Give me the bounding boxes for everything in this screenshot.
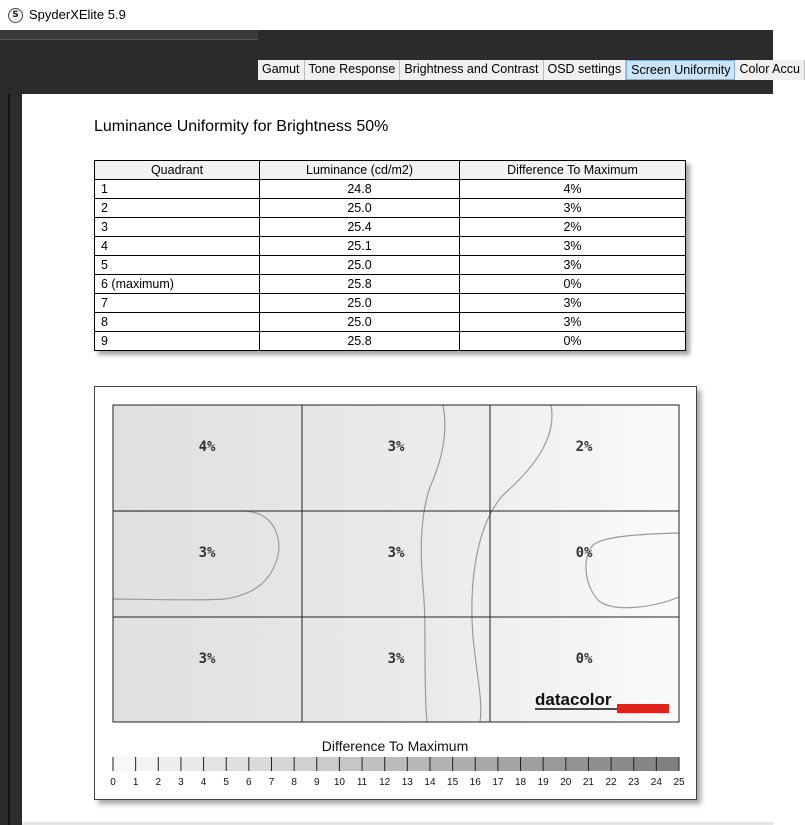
legend-swatch — [362, 757, 385, 771]
difference-cell: 3% — [460, 237, 686, 256]
difference-cell: 3% — [460, 294, 686, 313]
legend-tick-label: 7 — [268, 777, 275, 788]
table-row — [95, 199, 686, 218]
legend-scale — [110, 757, 685, 788]
legend-tick-label: 17 — [492, 777, 504, 788]
uniformity-chart-panel — [94, 386, 697, 800]
legend-tick-label: 22 — [605, 777, 617, 788]
legend-tick-label: 11 — [356, 777, 368, 788]
uniformity-heatmap — [95, 387, 698, 801]
difference-cell: 3% — [460, 199, 686, 218]
quadrant-cell: 3 — [95, 218, 260, 237]
quadrant-cell: 5 — [95, 256, 260, 275]
legend-swatch — [611, 757, 634, 771]
window-title: SpyderXElite 5.9 — [29, 7, 126, 22]
legend-swatch — [385, 757, 408, 771]
legend-swatch — [521, 757, 544, 771]
legend-title: Difference To Maximum — [321, 738, 469, 754]
tab-strip — [0, 30, 800, 94]
legend-tick-label: 10 — [333, 777, 345, 788]
luminance-cell: 25.0 — [260, 313, 460, 332]
cell-label: 3% — [387, 651, 405, 667]
luminance-cell: 25.4 — [260, 218, 460, 237]
difference-cell: 0% — [460, 275, 686, 294]
legend-swatch — [136, 757, 159, 771]
legend-tick-label: 14 — [424, 777, 436, 788]
difference-cell: 4% — [460, 180, 686, 199]
quadrant-cell: 8 — [95, 313, 260, 332]
quadrant-cell: 2 — [95, 199, 260, 218]
tab-tone-response[interactable]: Tone Response — [305, 60, 401, 80]
legend-tick-label: 20 — [560, 777, 572, 788]
report-title: Luminance Uniformity for Brightness 50% — [94, 118, 389, 135]
legend-tick-label: 4 — [200, 777, 207, 788]
table-body — [95, 180, 686, 351]
legend-swatch — [317, 757, 340, 771]
left-panel — [0, 94, 22, 825]
legend-swatch — [656, 757, 679, 771]
legend-swatch — [339, 757, 362, 771]
cell-label: 0% — [575, 545, 593, 561]
difference-cell: 2% — [460, 218, 686, 237]
tab-gamut[interactable]: Gamut — [258, 60, 305, 80]
luminance-cell: 25.0 — [260, 294, 460, 313]
cell-label: 4% — [198, 439, 216, 455]
cell-label: 3% — [198, 651, 216, 667]
legend-swatch — [407, 757, 430, 771]
table-row — [95, 256, 686, 275]
brand-text: datacolor — [535, 690, 612, 709]
legend-swatch — [204, 757, 227, 771]
uniformity-table — [94, 160, 686, 351]
legend-swatch — [158, 757, 181, 771]
table-row — [95, 180, 686, 199]
cell-label: 2% — [575, 439, 593, 455]
column-header-quadrant: Quadrant — [95, 161, 260, 180]
legend-tick-label: 9 — [313, 777, 320, 788]
legend-swatch — [226, 757, 249, 771]
legend-tick-label: 24 — [650, 777, 662, 788]
legend-tick-label: 3 — [178, 777, 184, 788]
legend-swatch — [271, 757, 294, 771]
luminance-cell: 25.0 — [260, 199, 460, 218]
legend-tick-label: 13 — [401, 777, 413, 788]
legend-tick-label: 23 — [628, 777, 640, 788]
table-row — [95, 332, 686, 351]
cell-label: 3% — [387, 545, 405, 561]
legend-swatch — [588, 757, 611, 771]
legend-tick-label: 21 — [582, 777, 595, 788]
luminance-cell: 25.1 — [260, 237, 460, 256]
table-row — [95, 218, 686, 237]
legend-tick-label: 16 — [469, 777, 481, 788]
cell-label: 0% — [575, 651, 593, 667]
legend-tick-label: 15 — [447, 777, 459, 788]
legend-swatch — [634, 757, 657, 771]
quadrant-cell: 7 — [95, 294, 260, 313]
luminance-cell: 25.8 — [260, 275, 460, 294]
column-header-difference: Difference To Maximum — [460, 161, 686, 180]
quadrant-cell: 6 (maximum) — [95, 275, 260, 294]
toolbar-edge — [0, 30, 258, 40]
table-row — [95, 313, 686, 332]
quadrant-cell: 1 — [95, 180, 260, 199]
legend-swatch — [249, 757, 272, 771]
legend-tick-label: 2 — [155, 777, 162, 788]
legend-tick-label: 12 — [379, 777, 391, 788]
legend-swatch — [453, 757, 476, 771]
app-logo-icon: S — [8, 8, 23, 23]
title-bar — [0, 0, 773, 30]
table-row — [95, 275, 686, 294]
difference-cell: 0% — [460, 332, 686, 351]
difference-cell: 3% — [460, 256, 686, 275]
report-content[interactable] — [22, 94, 773, 822]
difference-cell: 3% — [460, 313, 686, 332]
legend-swatch — [430, 757, 453, 771]
legend-tick-label: 19 — [537, 777, 549, 788]
legend-swatch — [498, 757, 521, 771]
tab-osd-settings[interactable]: OSD settings — [544, 60, 627, 80]
legend-tick-label: 0 — [110, 777, 116, 788]
quadrant-cell: 9 — [95, 332, 260, 351]
legend-swatch — [181, 757, 204, 771]
legend-tick-label: 6 — [246, 777, 252, 788]
legend-tick-label: 18 — [514, 777, 527, 788]
table-row — [95, 294, 686, 313]
cell-label: 3% — [198, 545, 216, 561]
legend-tick-label: 1 — [132, 777, 139, 788]
legend-tick-label: 5 — [223, 777, 229, 788]
tab-list — [258, 60, 805, 80]
legend-swatch — [543, 757, 566, 771]
quadrant-cell: 4 — [95, 237, 260, 256]
legend-swatch — [113, 757, 136, 771]
luminance-cell: 24.8 — [260, 180, 460, 199]
table-row — [95, 237, 686, 256]
luminance-cell: 25.0 — [260, 256, 460, 275]
luminance-cell: 25.8 — [260, 332, 460, 351]
tab-color-accuracy[interactable]: Color Accu — [735, 60, 804, 80]
tab-screen-uniformity[interactable]: Screen Uniformity — [626, 60, 735, 80]
legend-tick-label: 25 — [673, 777, 685, 788]
legend-swatch — [294, 757, 317, 771]
tab-brightness-contrast[interactable]: Brightness and Contrast — [400, 60, 543, 80]
table-header-row — [95, 161, 686, 180]
legend-tick-label: 8 — [291, 777, 297, 788]
cell-label: 3% — [387, 439, 405, 455]
brand-bar — [617, 704, 669, 713]
legend-swatch — [566, 757, 589, 771]
column-header-luminance: Luminance (cd/m2) — [260, 161, 460, 180]
legend-swatch — [475, 757, 498, 771]
